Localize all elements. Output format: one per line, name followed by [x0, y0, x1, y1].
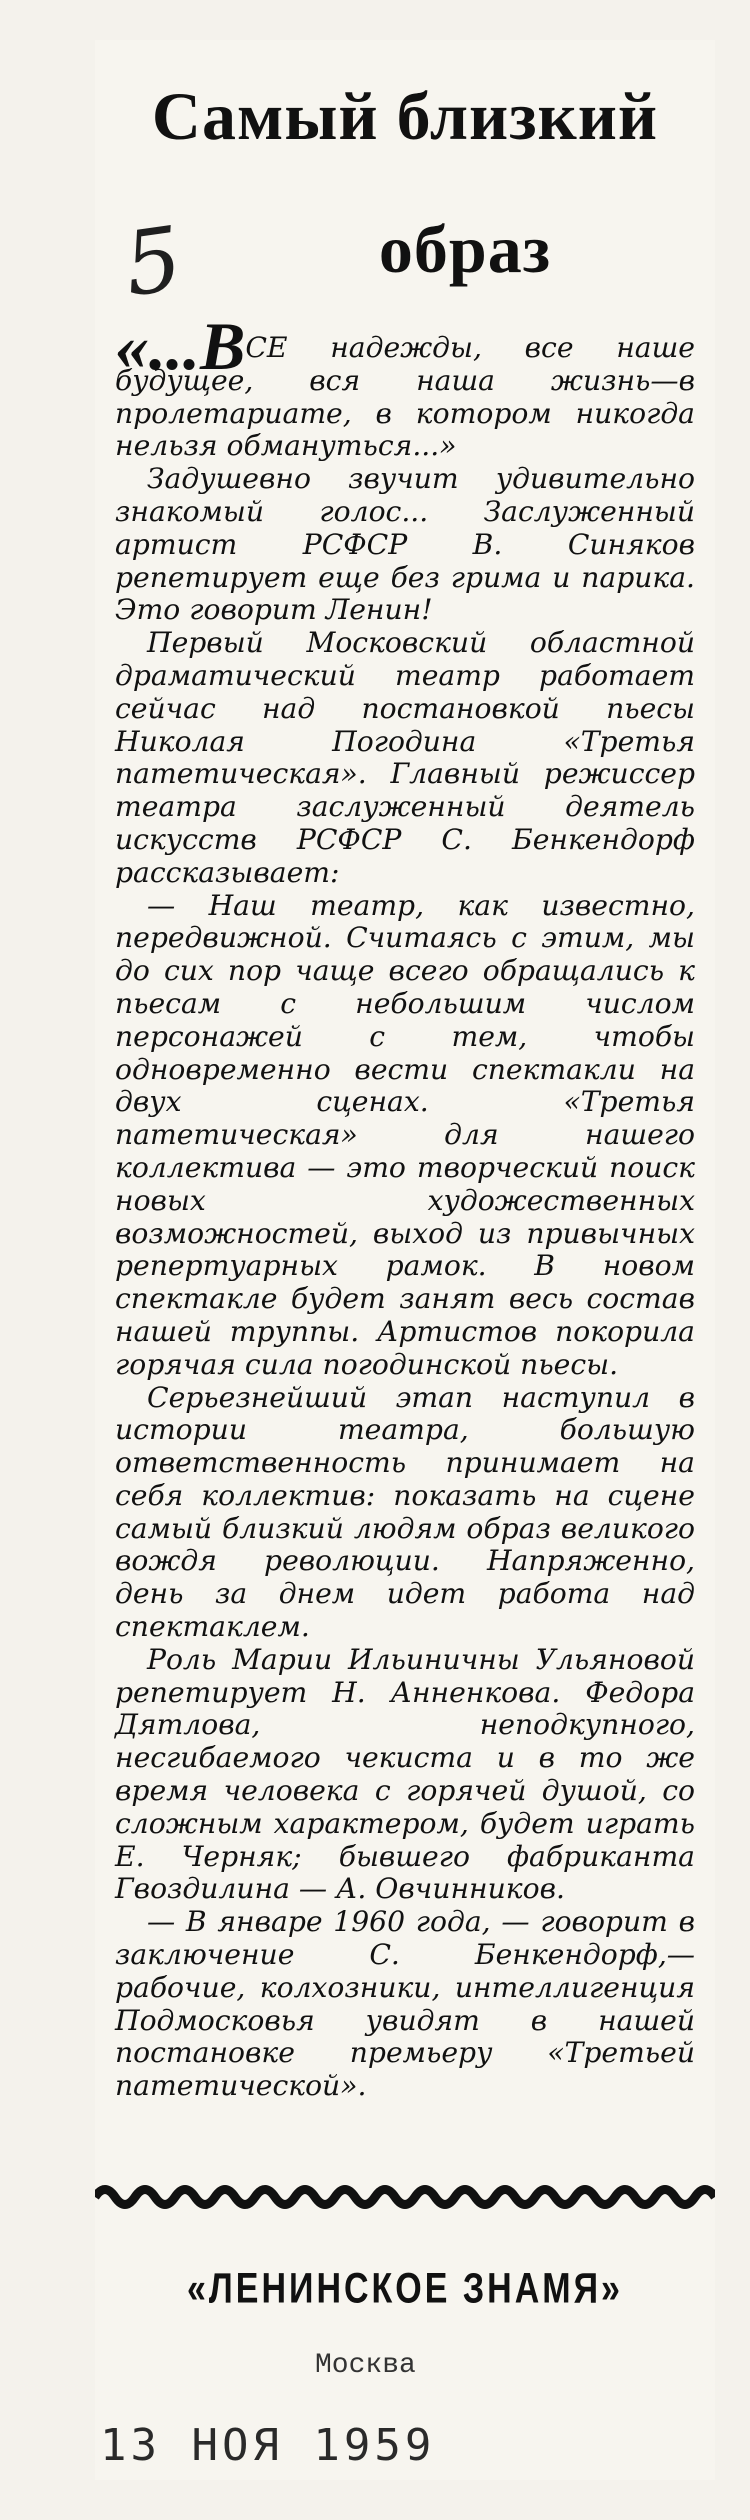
article-paragraph: Задушевно звучит удивительно знакомый голос... Заслуженный артист РСФСР В. Синяков репетирует еще без грима и парика. Это говорит Ленин! [115, 462, 695, 627]
handwritten-number: 5 [118, 206, 188, 317]
article-title-line-2: образ [378, 211, 552, 287]
article-paragraph: — В январе 1960 года, — говорит в заключение С. Бенкендорф,— рабочие, колхозники, интеллигенция Подмосковья увидят в нашей постановке премьеру «Третьей патетической». [115, 1905, 695, 2103]
newspaper-clipping [95, 40, 715, 2480]
newspaper-name: «ЛЕНИНСКОЕ ЗНАМЯ» [187, 2265, 623, 2313]
drop-cap: «...В [115, 308, 246, 384]
article-body [115, 308, 695, 2103]
article-title-line-1: Самый близкий [151, 78, 659, 154]
article-paragraph: Первый Московский областной драматический театр работает сейчас над постановкой пьесы Николая Погодина «Третья патетическая». Главный режиссер театра заслуженный деятель искусств РСФСР С. Бенкендорф рассказывает: [115, 626, 695, 889]
quote-text: СЕ надежды, все наше будущее, вся наша жизнь—в пролетариате, в котором никогда нельзя обмануться...» [115, 331, 695, 463]
article-paragraph: Роль Марии Ильиничны Ульяновой репетирует Н. Анненкова. Федора Дятлова, неподкупного, несгибаемого чекиста и в то же время человека с горячей душой, со сложным характером, будет играть Е. Черняк; бывшего фабриканта Гвоздилина — А. Овчинников. [115, 1642, 695, 1906]
article-paragraph: — Наш театр, как известно, передвижной. Считаясь с этим, мы до сих пор чаще всего обращались к пьесам с небольшим числом персонажей с тем, чтобы одновременно вести спектакли на двух сценах. «Третья патетическая» для нашего коллектива — это творческий поиск новых художественных возможностей, выход из привычных репертуарных рамок. В новом спектакле будет занят весь состав нашей труппы. Артистов покорила горячая сила погодинской пьесы. [115, 888, 695, 1381]
article-paragraph: Серьезнейший этап наступил в истории театра, большую ответственность принимает на себя коллектив: показать на сцене самый близкий людям образ великого вождя революции. Напряженно, день за днем идет работа над спектаклем. [115, 1380, 695, 1644]
article-paragraph-quote [115, 308, 695, 463]
date-stamp: 13 НОЯ 1959 [100, 2420, 436, 2471]
wavy-divider [95, 2180, 715, 2214]
newspaper-city: Москва [315, 2350, 416, 2381]
